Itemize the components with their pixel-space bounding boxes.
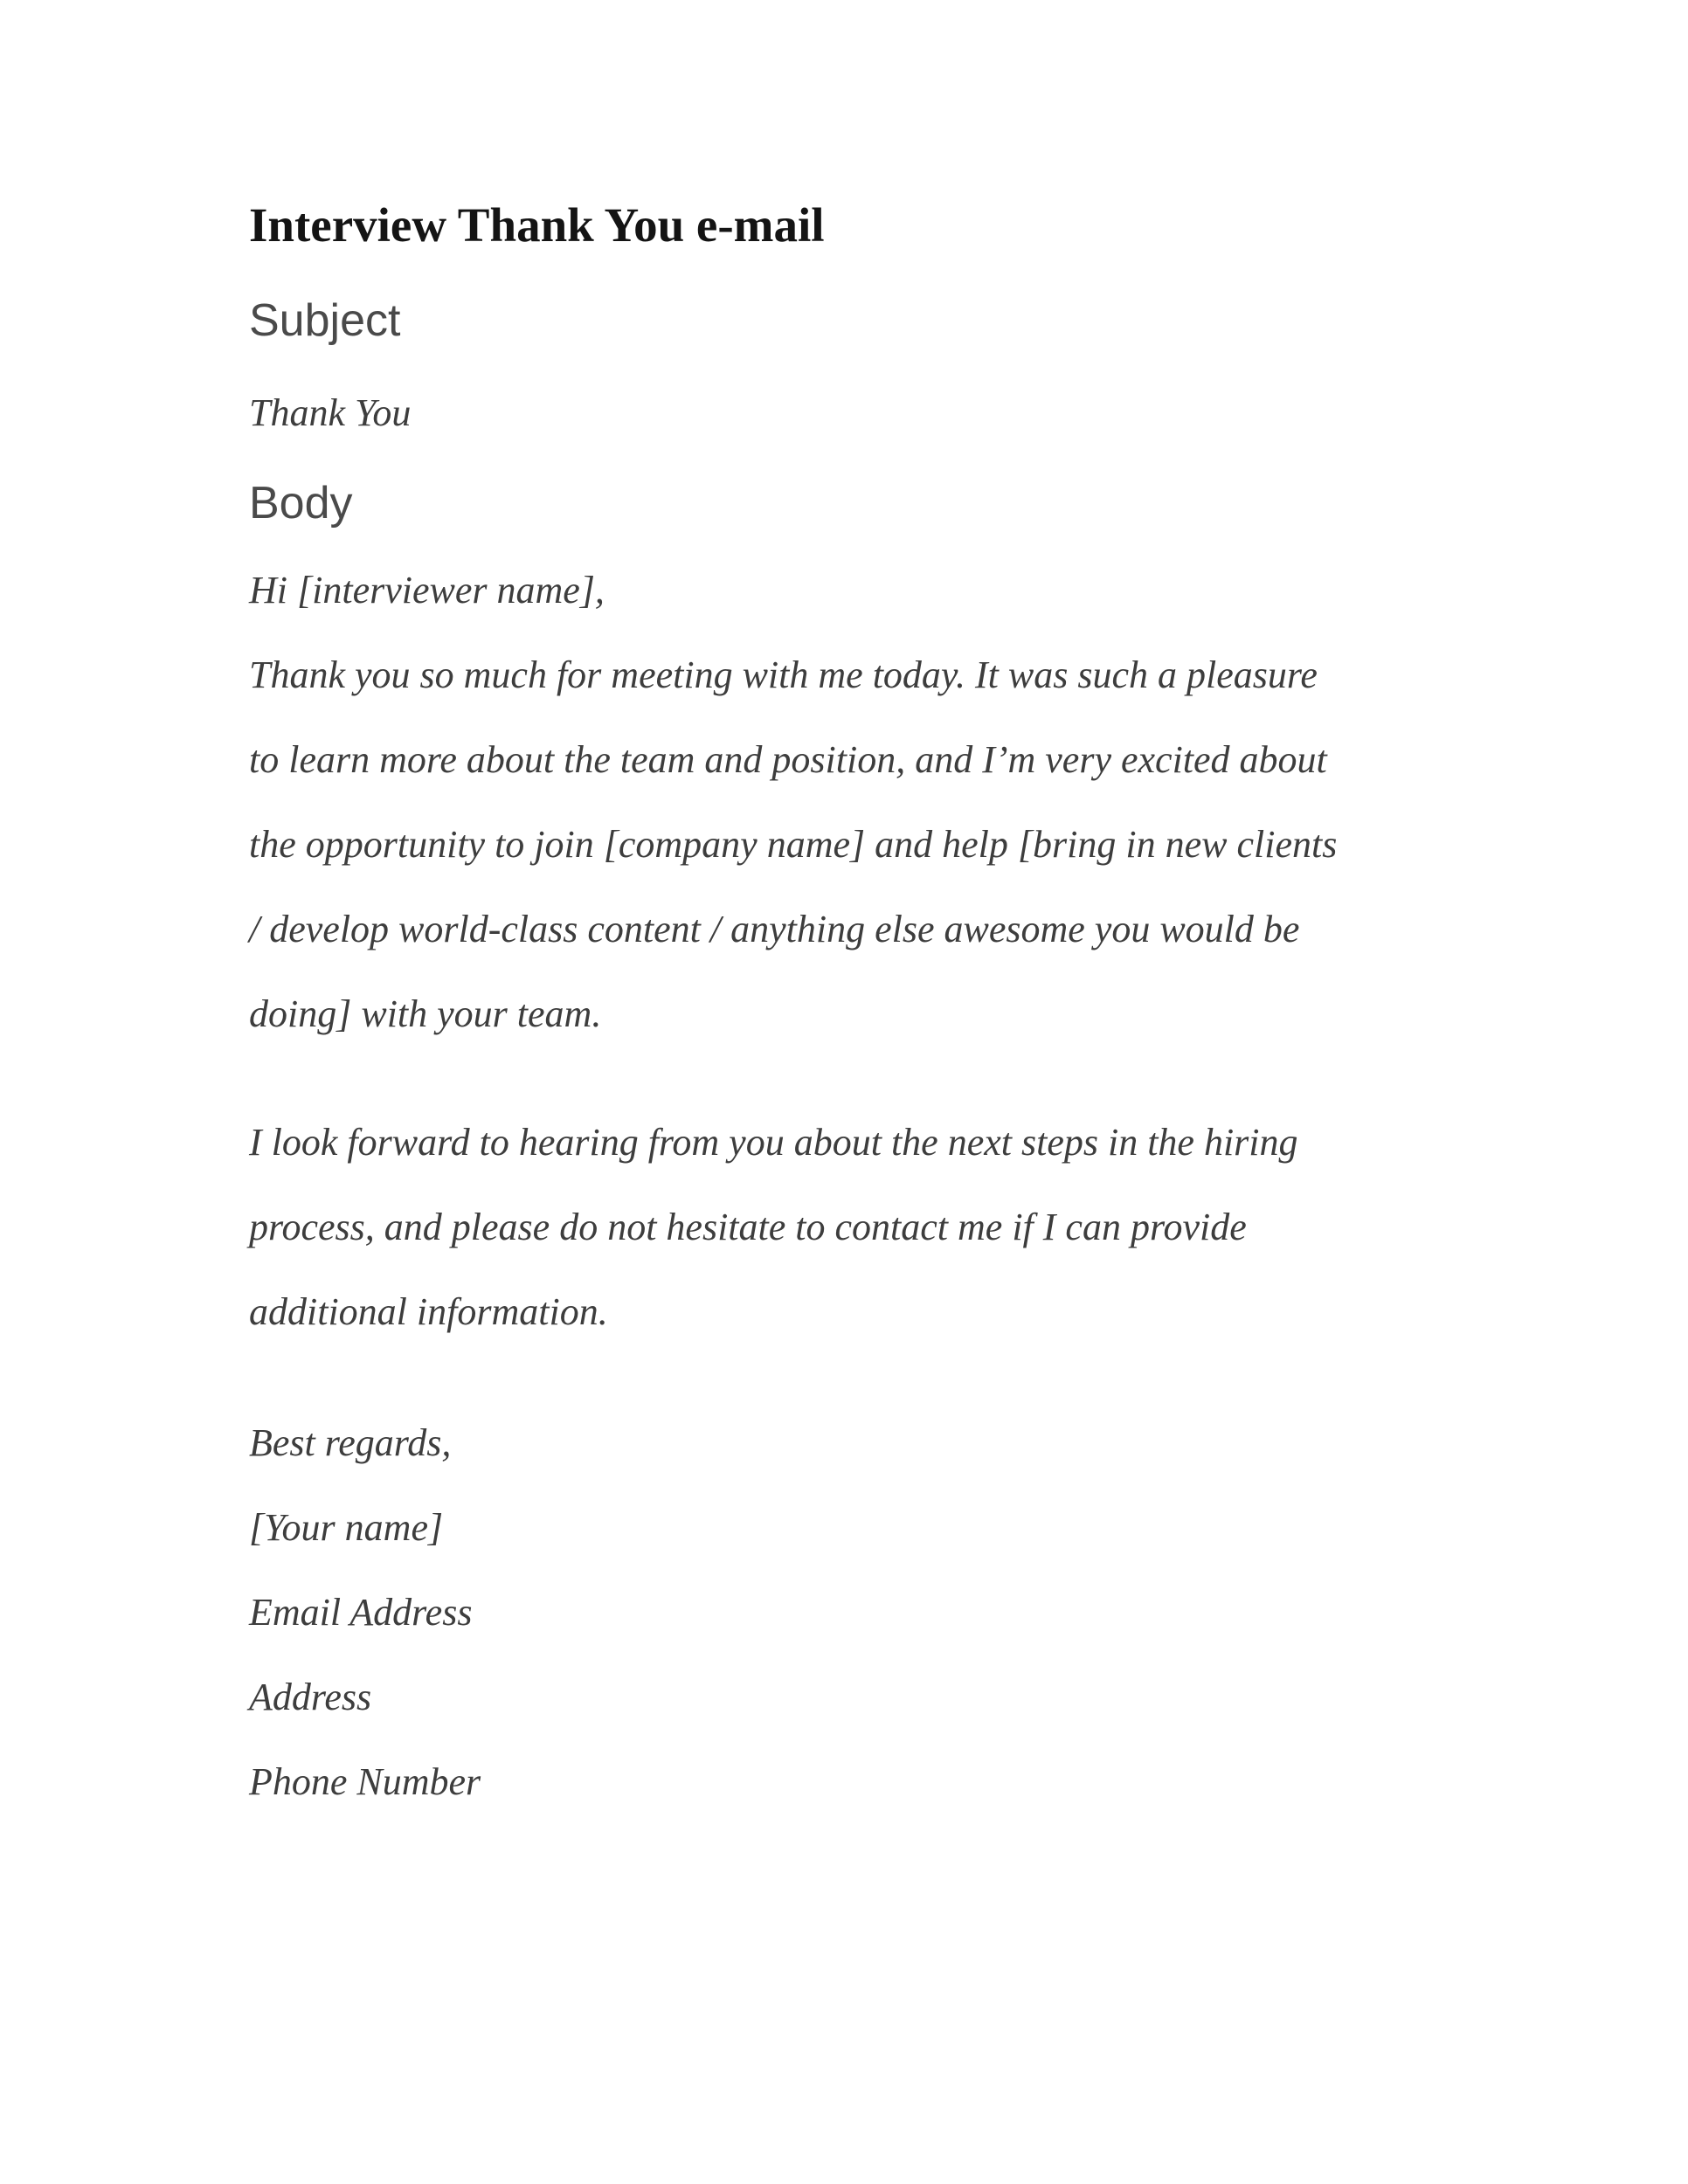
text-line: the opportunity to join [company name] and help [bring in new clients (249, 823, 1338, 866)
text-line: to learn more about the team and position, and I’m very excited about (249, 738, 1327, 781)
text-line: Hi [interviewer name], (249, 569, 605, 612)
signature-block (249, 1400, 481, 1824)
text-line: [Your name] (249, 1506, 444, 1549)
text-line: process, and please do not hesitate to contact me if I can provide (249, 1206, 1247, 1248)
text-line: Email Address (249, 1591, 473, 1634)
subject-heading: Subject (249, 295, 401, 346)
text-line: doing] with your team. (249, 992, 602, 1035)
text-line: I look forward to hearing from you about the next steps in the hiring (249, 1121, 1298, 1164)
text-line: Address (249, 1676, 372, 1718)
text-line: Thank you so much for meeting with me today. It was such a pleasure (249, 653, 1318, 696)
text-line: Best regards, (249, 1421, 452, 1464)
text-line: additional information. (249, 1290, 608, 1333)
text-line: Phone Number (249, 1760, 481, 1803)
body-heading: Body (249, 478, 353, 529)
document-title: Interview Thank You e-mail (249, 198, 825, 252)
text-line: / develop world-class content / anything else awesome you would be (249, 908, 1300, 950)
body-paragraph-greeting-and-thanks (249, 548, 1337, 1056)
body-paragraph-next-steps (249, 1100, 1298, 1354)
subject-value: Thank You (249, 391, 412, 434)
